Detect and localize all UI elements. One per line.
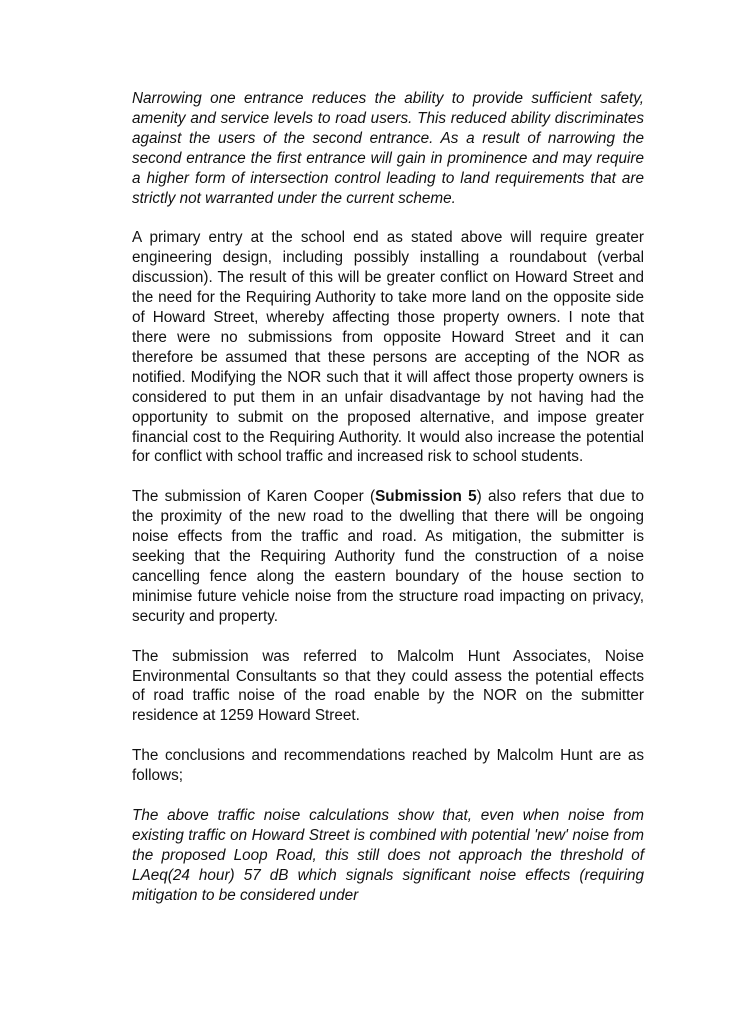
paragraph-noise-consultants: The submission was referred to Malcolm Hunt Associates, Noise Environmental Consultants so that they could assess the potential effects of road traffic noise of the road enable by the NOR on the submitter residence at 1259 Howard Street. (132, 647, 644, 725)
quoted-paragraph-entrances: Narrowing one entrance reduces the ability to provide sufficient safety, amenity and service levels to road users. This reduced ability discriminates against the users of the second entrance. As a result of narrowing the second entrance the first entrance will gain in prominence and may require a higher form of intersection control leading to land requirements that are strictly not warranted under the current scheme. (132, 90, 644, 207)
paragraph-conclusions-intro: The conclusions and recommendations reached by Malcolm Hunt are as follows; (132, 747, 644, 785)
document-page (132, 89, 644, 926)
paragraph-submission-karen-cooper (132, 487, 644, 626)
paragraph-primary-entry: A primary entry at the school end as stated above will require greater engineering design, including possibly installing a roundabout (verbal discussion). The result of this will be greater conflict on Howard Street and the need for the Requiring Authority to take more land on the opposite side of Howard Street, whereby affecting those property owners. I note that there were no submissions from opposite Howard Street and it can therefore be assumed that these persons are accepting of the NOR as notified. Modifying the NOR such that it will affect those property owners is considered to put them in an unfair disadvantage by not having had the opportunity to submit on the proposed alternative, and impose greater financial cost to the Requiring Authority. It would also increase the potential for conflict with school traffic and increased risk to school students. (132, 229, 644, 466)
quoted-paragraph-noise-calculations: The above traffic noise calculations show that, even when noise from existing traffic on Howard Street is combined with potential 'new' noise from the proposed Loop Road, this still does not approach the threshold of LAeq(24 hour) 57 dB which signals significant noise effects (requiring mitigation to be considered under (132, 807, 644, 904)
submission-reference: Submission 5 (375, 488, 477, 506)
paragraph-text-end: ) also refers that due to the proximity of the new road to the dwelling that there will be ongoing noise effects from the traffic and road. As mitigation, the submitter is seeking that the Requiring Authority fund the construction of a noise cancelling fence along the eastern boundary of the house section to minimise future vehicle noise from the structure road impacting on privacy, security and property. (132, 488, 644, 625)
paragraph-text-start: The submission of Karen Cooper ( (132, 488, 376, 506)
